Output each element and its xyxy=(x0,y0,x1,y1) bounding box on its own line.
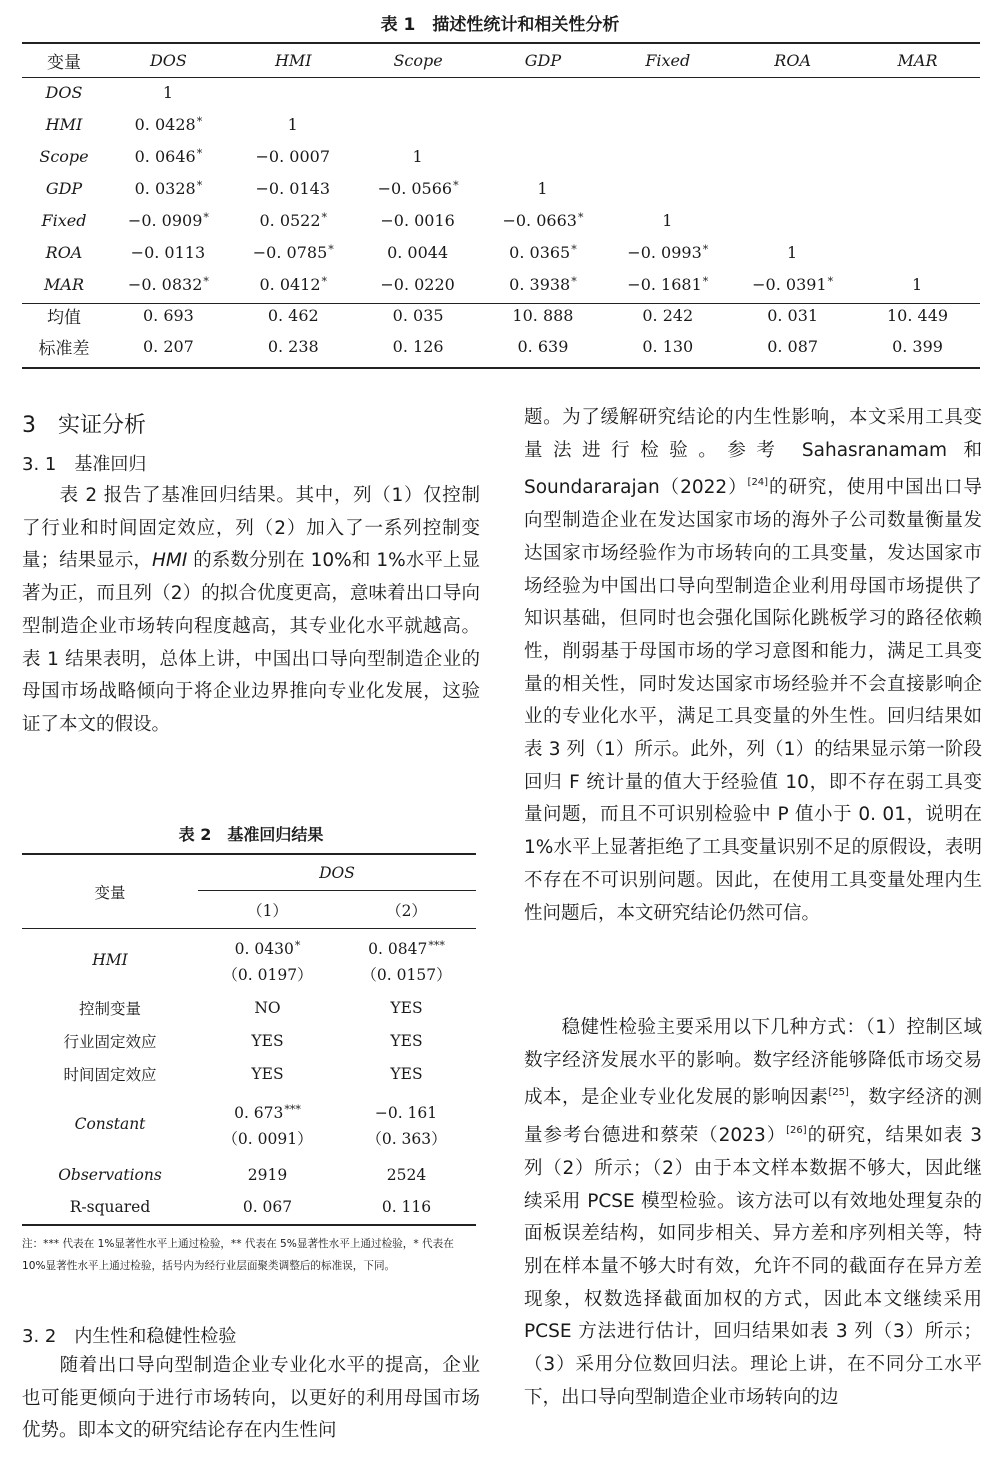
table1-cell: 1 xyxy=(911,274,923,294)
paragraph-3-1 xyxy=(22,480,480,742)
table1-col-header: Fixed xyxy=(645,50,691,70)
table1-cell: −0. 0143 xyxy=(255,178,330,198)
table1-cell xyxy=(605,172,730,204)
table1-cell xyxy=(855,204,980,236)
table1-stat-cell: 10. 888 xyxy=(512,306,574,325)
table1-cell xyxy=(730,76,855,108)
table1-cell: −0. 0993* xyxy=(627,242,709,262)
table1-cell xyxy=(356,108,481,140)
paragraph-right-2 xyxy=(524,1012,982,1414)
table1 xyxy=(22,44,980,362)
table1-cell xyxy=(356,76,481,108)
table1-caption: 表 1 描述性统计和相关性分析 xyxy=(380,15,620,35)
table1-bottom-rule xyxy=(22,367,980,369)
table2-var-label: 变量 xyxy=(94,883,126,902)
table1-row-label: HMI xyxy=(45,114,83,134)
citation-ref: [25] xyxy=(828,1087,849,1099)
table1-stat-cell: 0. 126 xyxy=(392,337,444,356)
table1-cell: −0. 0016 xyxy=(380,210,455,230)
table1-stat-label: 标准差 xyxy=(38,339,90,359)
citation-ref: [26] xyxy=(786,1125,807,1137)
table1-cell xyxy=(605,76,730,108)
subsection-heading-3-2: 3. 2 内生性和稳健性检验 xyxy=(22,1326,237,1347)
table1-cell: 1 xyxy=(162,82,174,102)
paragraph-text: 的研究，结果如表 3 列（2）所示；（2）由于本文样本数据不够大，因此继续采用 PCSE 模型检验。该方法可以有效地处理复杂的面板误差结构，如同步相关、异方差和序列相关等，特别在样本量不够大时有效，允许不同的截面存在异方差现象，权数选择截面加权的方式，因此本文继续采用 PCSE 方法进行估计，回归结果如表 3 列（3）所示；（3）采用分位数回归法。理论上讲，在不同分工水平下，出口导向型制造企业市场转向的边 xyxy=(524,1125,982,1408)
subsection-heading-3-1: 3. 1 基准回归 xyxy=(22,454,147,475)
table1-row xyxy=(22,204,980,236)
table1-row xyxy=(22,76,980,108)
table1-row-label: Fixed xyxy=(41,210,87,230)
table1-cell: 1 xyxy=(287,114,298,134)
paragraph-text: 表 2 报告了基准回归结果。其中，列（1）仅控制了行业和时间固定效应，列（2）加入了一系列控制变量；结果显示， xyxy=(22,485,480,572)
table1-stat-row xyxy=(22,300,980,331)
table1-cell: −0. 0832* xyxy=(127,274,209,294)
table1-stat-cell: 0. 639 xyxy=(517,337,569,356)
table1-col-header: HMI xyxy=(274,50,312,70)
paragraph-text: 题。为了缓解研究结论的内生性影响，本文采用工具变量法进行检验。参考 Sahasranamam 和Soundararajan（2022） xyxy=(524,407,982,499)
table2-cell: 0. 0430* （0. 0197） xyxy=(222,938,313,984)
table2 xyxy=(22,855,476,1223)
paragraph-3-2 xyxy=(22,1350,480,1448)
table2-dep-var: DOS xyxy=(319,864,355,882)
table1-cell xyxy=(855,76,980,108)
table1-cell: 1 xyxy=(537,178,548,198)
table2-note: 注：*** 代表在 1%显著性水平上通过检验，** 代表在 5%显著性水平上通过检验，* 代表在 10%显著性水平上通过检验，括号内为经行业层面聚类调整后的标准误，下同。 xyxy=(22,1238,454,1272)
paragraph-text: ，数字经济的测量参考台德进和蔡荣（2023） xyxy=(524,1087,982,1147)
table1-cell: 0. 0428* xyxy=(134,114,203,134)
table2-bottom-rule xyxy=(22,1224,476,1226)
table2-cell: YES xyxy=(390,1031,423,1050)
citation-ref: [24] xyxy=(747,477,769,489)
table2-cell: 2919 xyxy=(247,1165,288,1184)
table1-cell xyxy=(855,236,980,268)
table1-cell: 0. 3938* xyxy=(509,274,577,294)
table1-stat-cell: 0. 087 xyxy=(767,337,819,356)
table1-cell xyxy=(231,76,356,108)
paragraph-right-1 xyxy=(524,402,982,930)
table1-col-header: GDP xyxy=(524,50,562,70)
table1-cell: −0. 0113 xyxy=(130,242,206,262)
table1-cell: 1 xyxy=(662,210,673,230)
table2-cell: YES xyxy=(390,1064,423,1083)
paragraph-text: 随着出口导向型制造企业专业化水平的提高，企业也可能更倾向于进行市场转向，以更好的利用母国市场优势。即本文的研究结论存在内生性问 xyxy=(22,1355,480,1442)
table1-cell xyxy=(855,140,980,172)
table1-stat-cell: 0. 130 xyxy=(642,337,694,356)
table1-cell: −0. 0785* xyxy=(252,242,334,262)
table2-cell: YES xyxy=(390,999,423,1017)
table1-cell: 0. 0044 xyxy=(387,242,449,262)
table1-cell xyxy=(481,108,606,140)
table1-cell: −0. 0566* xyxy=(377,178,459,198)
table2-row-label: R-squared xyxy=(69,1198,151,1216)
table1-col-header: Scope xyxy=(393,50,443,70)
paragraph-text: 的研究，使用中国出口导向型制造企业在发达国家市场的海外子公司数量衡量发达国家市场经验作为市场转向的工具变量，发达国家市场经验为中国出口导向型制造企业利用母国市场提供了知识基础，但同时也会强化国际化跳板学习的路径依赖性，削弱基于母国市场的学习意图和能力，满足工具变量的相关性，同时发达国家市场经验并不会直接影响企业的专业化水平，满足工具变量的外生性。回归结果如表 3 列（1）所示。此外，列（1）的结果显示第一阶段回归 F 统计量的值大于经验值 10，即不存在弱工具变量问题，而且不可识别检验中 P 值小于 0. 01，说明在 1%水平上显著拒绝了工具变量识别不足的原假设，表明不存在不可识别问题。因此，在使用工具变量处理内生性问题后，本文研究结论仍然可信。 xyxy=(524,477,982,924)
table1-stat-cell: 0. 399 xyxy=(892,337,943,356)
table1-row xyxy=(22,236,980,268)
table2-row-controls xyxy=(22,992,476,1024)
table1-body xyxy=(22,76,980,300)
table1-cell: 0. 0646* xyxy=(134,146,203,166)
table1-cell: −0. 0007 xyxy=(255,146,330,166)
table1-cell xyxy=(855,108,980,140)
table1-cell xyxy=(481,76,606,108)
paragraph-text: 的系数分别在 10%和 1%水平上显著为正，而且列（2）的拟合优度更高，意味着出口导向型制造企业市场转向程度越高，其专业化水平就越高。表 1 结果表明，总体上讲，中国出口导向型制造企业的母国市场战略倾向于将企业边界推向专业化发展，这验证了本文的假设。 xyxy=(22,550,480,735)
section-heading: 3 实证分析 xyxy=(22,413,146,438)
table1-cell: 1 xyxy=(787,242,798,262)
table2-col2: （2） xyxy=(386,901,427,920)
table2-row-label: 控制变量 xyxy=(78,1000,141,1018)
table1-row-label: ROA xyxy=(45,242,83,262)
table1-stat-cell: 0. 242 xyxy=(642,306,694,325)
table2-cell: YES xyxy=(251,1031,284,1050)
table1-cell: 0. 0365* xyxy=(509,242,577,262)
table1-row xyxy=(22,140,980,172)
table2-row-label: HMI xyxy=(92,951,128,969)
table1-cell: −0. 0663* xyxy=(502,210,584,230)
table2-caption: 表 2 基准回归结果 xyxy=(178,825,324,844)
table1-cell xyxy=(855,172,980,204)
table1-header-label: 变量 xyxy=(47,52,81,73)
table1-stat-label: 均值 xyxy=(47,308,81,328)
table1-row-label: Scope xyxy=(39,146,89,166)
table2-row-hmi xyxy=(22,928,476,992)
table2-row-label: 时间固定效应 xyxy=(63,1065,157,1084)
table2-cell: 2524 xyxy=(386,1165,427,1184)
table1-row-label: MAR xyxy=(44,274,84,294)
table1-stat-cell: 0. 462 xyxy=(267,306,319,325)
table1-cell: 0. 0522* xyxy=(259,210,328,230)
table1-row xyxy=(22,268,980,300)
table1-row-label: GDP xyxy=(45,178,83,198)
table2-row-industry-fe xyxy=(22,1024,476,1057)
table1-stat-cell: 0. 207 xyxy=(142,337,194,356)
table1-col-header: MAR xyxy=(897,50,938,70)
table1-stat-cell: 0. 693 xyxy=(142,306,194,325)
table1-row xyxy=(22,172,980,204)
table1-header-row xyxy=(22,44,980,76)
table1-stats xyxy=(22,300,980,362)
table2-row-label: 行业固定效应 xyxy=(63,1032,157,1051)
table1-col-header: ROA xyxy=(774,50,811,70)
table2-col1: （1） xyxy=(247,901,288,920)
table2-row-observations xyxy=(22,1158,476,1191)
table2-cell: NO xyxy=(254,999,281,1017)
paragraph-text: 稳健性检验主要采用以下几种方式：（1）控制区域数字经济发展水平的影响。数字经济能够降低市场交易成本，是企业专业化发展的影响因素 xyxy=(524,1017,982,1109)
table2-row-label: Constant xyxy=(74,1115,146,1133)
table2-row-r-squared xyxy=(22,1191,476,1223)
table1-cell: −0. 1681* xyxy=(627,274,709,294)
table1-stat-cell: 0. 035 xyxy=(392,306,444,325)
table2-row-time-fe xyxy=(22,1057,476,1090)
table1-cell xyxy=(730,108,855,140)
table2-cell: 0. 673*** （0. 0091） xyxy=(222,1102,313,1148)
table2-cell: 0. 067 xyxy=(242,1198,293,1216)
table2-cell: 0. 0847*** （0. 0157） xyxy=(361,938,452,984)
table2-cell: 0. 116 xyxy=(381,1198,432,1216)
table1-cell xyxy=(730,204,855,236)
table1-stat-cell: 0. 031 xyxy=(767,306,819,325)
table2-cell: −0. 161 （0. 363） xyxy=(366,1103,447,1148)
table1-cell: 0. 0412* xyxy=(259,274,328,294)
paragraph-variable: HMI xyxy=(151,550,188,572)
table1-cell xyxy=(481,140,606,172)
table1-cell xyxy=(730,172,855,204)
table1-cell xyxy=(605,140,730,172)
table2-cell: YES xyxy=(251,1064,284,1083)
table1-cell xyxy=(605,108,730,140)
table2-row-label: Observations xyxy=(58,1165,162,1184)
table1-row xyxy=(22,108,980,140)
table1-cell: 1 xyxy=(412,146,423,166)
table1-stat-cell: 10. 449 xyxy=(886,306,949,325)
table1-row-label: DOS xyxy=(45,82,83,102)
table1-cell: −0. 0391* xyxy=(752,274,834,294)
table1-cell: 0. 0328* xyxy=(134,178,203,198)
table2-row-constant xyxy=(22,1090,476,1158)
table1-cell: −0. 0220 xyxy=(380,274,455,294)
table1-col-header: DOS xyxy=(149,50,187,70)
table1-stat-row xyxy=(22,331,980,362)
table1-cell: −0. 0909* xyxy=(127,210,209,230)
table1-cell xyxy=(730,140,855,172)
table1-stat-cell: 0. 238 xyxy=(267,337,319,356)
